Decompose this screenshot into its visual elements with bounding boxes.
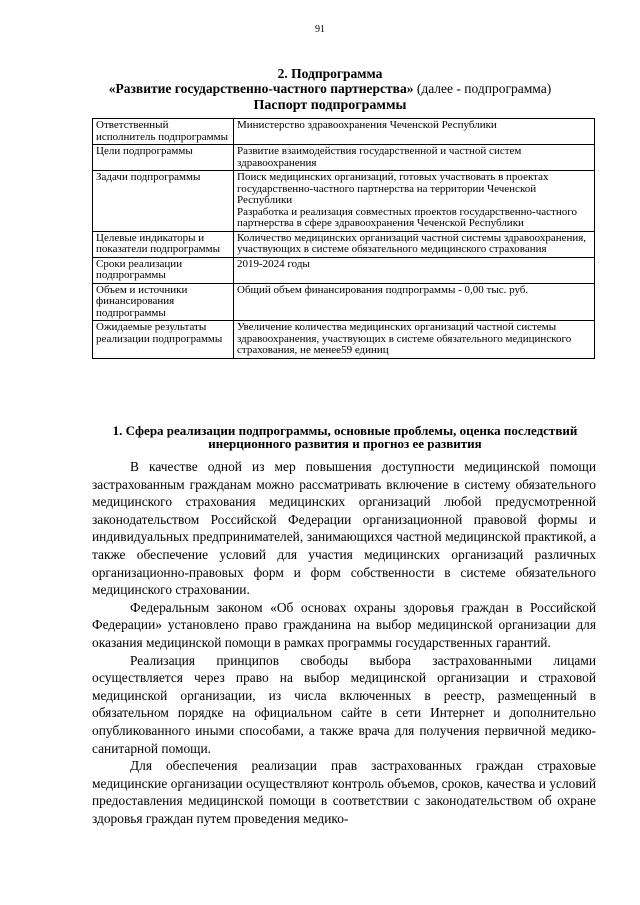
passport-value-line: Увеличение количества медицинских организаций частной системы здравоохранения, участвующих в системе обязательного медицинского страхования, не менее59 единиц [237,321,572,356]
passport-label: Цели подпрограммы [93,145,234,171]
subprogram-name: «Развитие государственно-частного партнерства» [108,81,414,96]
table-row [93,257,595,283]
passport-value [234,321,595,359]
table-row [93,171,595,232]
table-row [93,119,595,145]
subprogram-heading: 2. Подпрограмма [277,66,383,81]
passport-table [92,118,595,359]
paragraph: В качестве одной из мер повышения доступности медицинской помощи застрахованным гражданам можно рассматривать включение в систему обязательного медицинского страхования медицинских организаций любой предусмотренной законодательством Российской Федерации организационной правовой формы и индивидуальных предпринимателей, занимающихся частной медицинской практикой, а также обеспечение условий для участия медицинских организаций различных организационно-правовых форм и форм собственности в системе обязательного медицинского страховании. [92,459,596,598]
passport-label: Ответственный исполнитель подпрограммы [93,119,234,145]
page-number: 91 [315,24,325,35]
paragraph: Для обеспечения реализации прав застрахованных граждан страховые медицинские организации осуществляют контроль объемов, сроков, качества и условий предоставления медицинской помощи в соответствии с законодательством об охране здоровья граждан путем проведения медико- [92,758,596,826]
passport-heading: Паспорт подпрограммы [253,98,407,113]
section-title: 1. Сфера реализации подпрограммы, основные проблемы, оценка последствий инерционного развития и прогноз ее развития [112,423,578,451]
passport-label: Ожидаемые результаты реализации подпрограммы [93,321,234,359]
passport-value-line: Количество медицинских организаций частной системы здравоохранения, участвующих в системе обязательного медицинского страхования [237,231,587,255]
passport-value-line: Общий объем финансирования подпрограммы - 0,00 тыс. руб. [237,283,529,296]
paragraph: Реализация принципов свободы выбора застрахованными лицами осуществляется через право на выбор медицинской организации и страховой медицинской организации, из числа включенных в реестр, размещенный в обязательном порядке на официальном сайте в сети Интернет и дополнительно опубликованного иными способами, а также врача для получения первичной медико-санитарной помощи. [92,652,596,756]
passport-value [234,231,595,257]
table-row [93,321,595,359]
passport-label: Задачи подпрограммы [93,171,234,232]
subprogram-title [60,81,600,97]
passport-value-line: Министерство здравоохранения Чеченской Республики [237,119,497,131]
passport-value-line: Поиск медицинских организаций, готовых участвовать в проектах государственно-частного партнерства на территории Чеченской Республики [237,171,549,206]
passport-label: Объем и источники финансирования подпрограммы [93,283,234,321]
table-row [93,231,595,257]
passport-label: Сроки реализации подпрограммы [93,257,234,283]
passport-value [234,257,595,283]
subprogram-abbrev: (далее - подпрограмма) [413,81,552,96]
body-text [92,458,596,827]
passport-label: Целевые индикаторы и показатели подпрограммы [93,231,234,257]
passport-table-body [93,119,595,359]
passport-value [234,171,595,232]
passport-value [234,145,595,171]
table-row [93,145,595,171]
paragraph: Федеральным законом «Об основах охраны здоровья граждан в Российской Федерации» установлено право гражданина на выбор медицинской организации для оказания медицинской помощи в рамках программы государственных гарантий. [92,599,596,650]
passport-value-line: 2019-2024 годы [237,257,310,270]
passport-value [234,283,595,321]
table-row [93,283,595,321]
passport-value-line: Разработка и реализация совместных проектов государственно-частного партнерства в сфере здравоохранения Чеченской Республики [237,205,577,229]
passport-value-line: Развитие взаимодействия государственной и частной систем здравоохранения [237,145,522,169]
passport-value [234,119,595,145]
